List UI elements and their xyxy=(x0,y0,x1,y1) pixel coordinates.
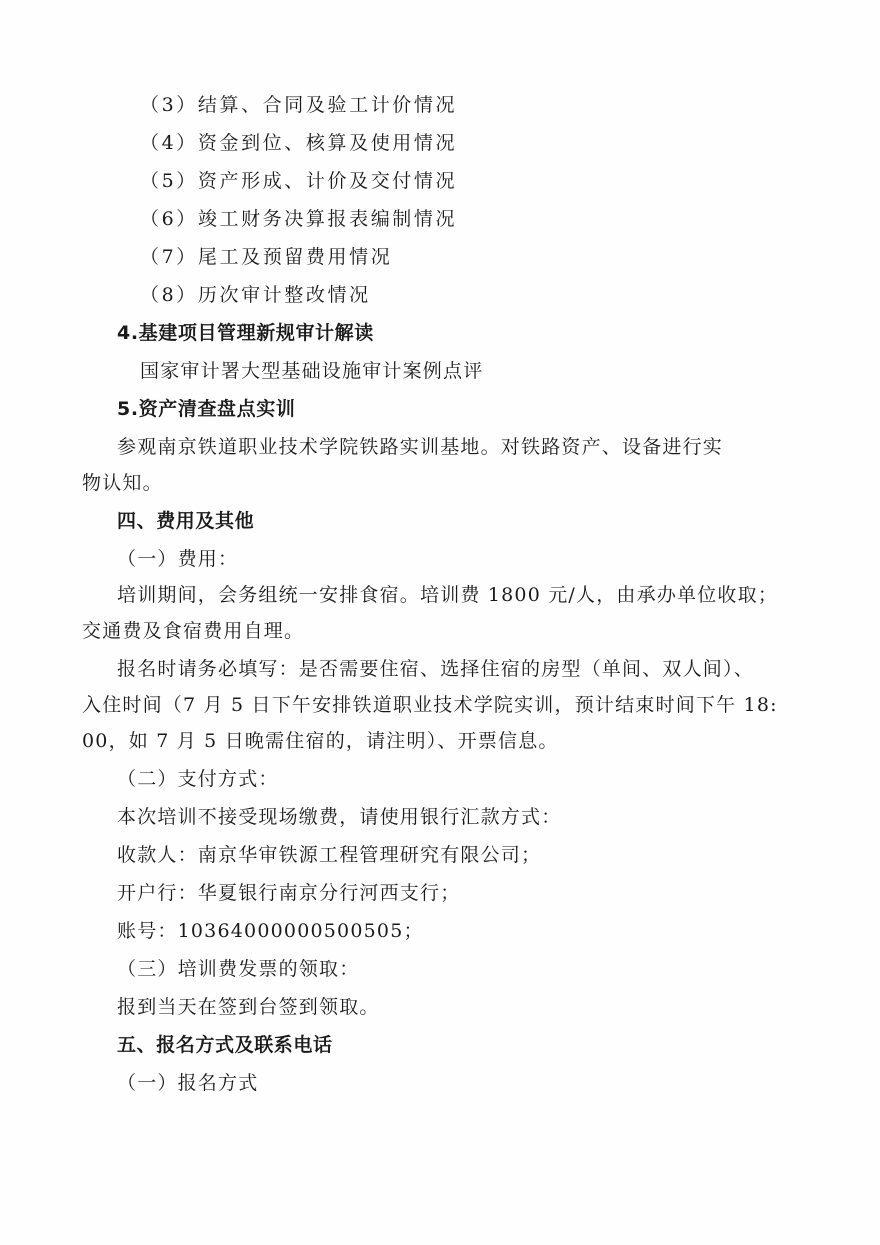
section-5-body-line1: 参观南京铁道职业技术学院铁路实训基地。对铁路资产、设备进行实 xyxy=(117,436,724,458)
section-5-heading: 5.资产清查盘点实训 xyxy=(117,398,296,420)
payment-account: 账号：10364000000500505； xyxy=(117,920,424,942)
payment-payee: 收款人：南京华审铁源工程管理研究有限公司； xyxy=(117,844,542,866)
invoice-body: 报到当天在签到台签到领取。 xyxy=(117,996,380,1018)
invoice-heading: （三）培训费发票的领取： xyxy=(117,958,360,980)
payment-note: 本次培训不接受现场缴费，请使用银行汇款方式： xyxy=(117,806,562,828)
payment-heading: （二）支付方式： xyxy=(117,768,279,790)
part-5-sub-heading: （一）报名方式 xyxy=(117,1072,259,1094)
fees-para2-line2: 入住时间（7 月 5 日下午安排铁道职业技术学院实训，预计结束时间下午 18: xyxy=(82,694,778,716)
fees-para2-line3: 00，如 7 月 5 日晚需住宿的，请注明）、开票信息。 xyxy=(82,730,559,752)
part-5-heading: 五、报名方式及联系电话 xyxy=(117,1034,333,1056)
payment-bank: 开户行：华夏银行南京分行河西支行； xyxy=(117,882,461,904)
fees-para2-line1: 报名时请务必填写：是否需要住宿、选择住宿的房型（单间、双人间）、 xyxy=(117,658,754,680)
audit-item-7: （7）尾工及预留费用情况 xyxy=(140,246,393,268)
audit-item-6: （6）竣工财务决算报表编制情况 xyxy=(140,208,458,230)
section-5-body-line2: 物认知。 xyxy=(82,472,163,494)
audit-item-4: （4）资金到位、核算及使用情况 xyxy=(140,132,458,154)
section-4-heading: 4.基建项目管理新规审计解读 xyxy=(117,322,374,344)
audit-item-3: （3）结算、合同及验工计价情况 xyxy=(140,94,458,116)
fees-heading: （一）费用： xyxy=(117,548,239,570)
section-4-body: 国家审计署大型基础设施审计案例点评 xyxy=(140,360,484,382)
part-4-heading: 四、费用及其他 xyxy=(117,510,255,532)
fees-para1-line1: 培训期间，会务组统一安排食宿。培训费 1800 元/人，由承办单位收取； xyxy=(117,584,779,606)
fees-para1-line2: 交通费及食宿费用自理。 xyxy=(82,620,305,642)
audit-item-8: （8）历次审计整改情况 xyxy=(140,284,371,306)
audit-item-5: （5）资产形成、计价及交付情况 xyxy=(140,170,458,192)
